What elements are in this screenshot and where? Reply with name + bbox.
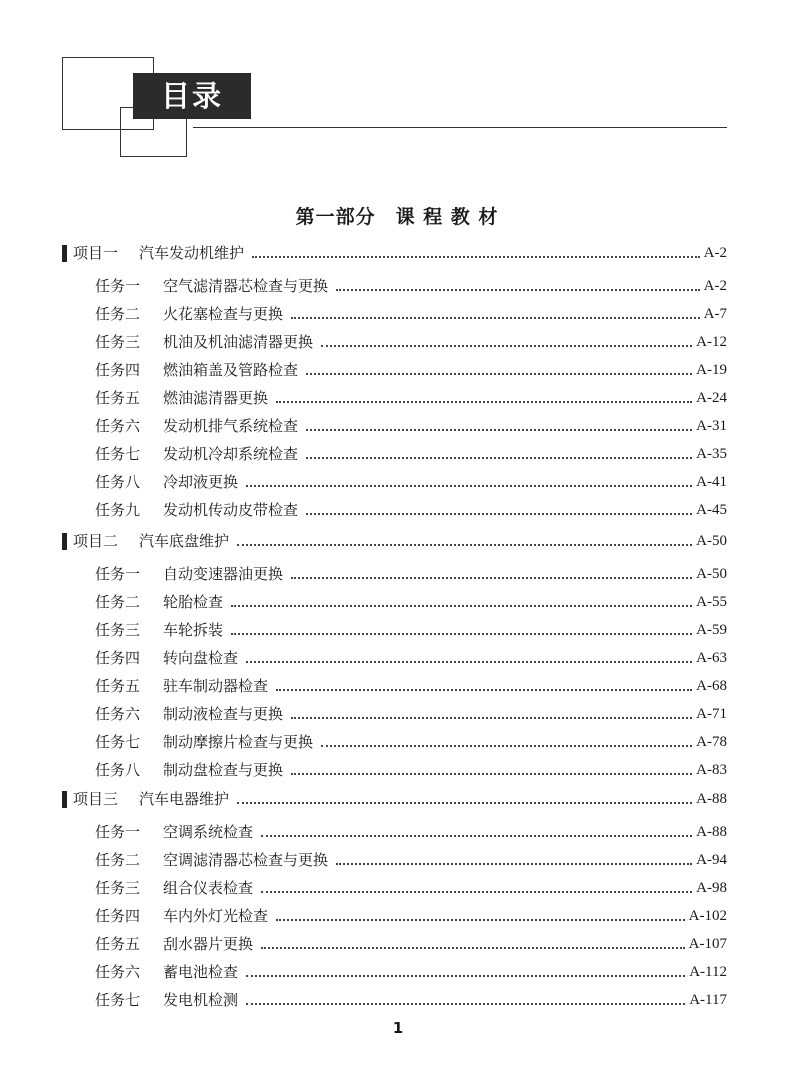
task-number: 任务一 [95, 823, 141, 841]
dot-leader [276, 399, 692, 403]
task-number: 任务六 [95, 417, 141, 435]
task-title: 空调系统检查 [163, 823, 254, 841]
dot-leader [246, 1001, 685, 1005]
project-marker-bar [62, 245, 67, 262]
toc-task-row[interactable] [95, 758, 727, 782]
task-number: 任务一 [95, 277, 141, 295]
task-page: A-117 [689, 992, 727, 1008]
project-page: A-88 [696, 791, 727, 807]
task-page: A-31 [696, 418, 727, 434]
toc-task-row[interactable] [95, 988, 727, 1012]
toc-task-row[interactable] [95, 876, 727, 900]
project-marker-bar [62, 533, 67, 550]
dot-leader [291, 575, 692, 579]
task-number: 任务三 [95, 333, 141, 351]
toc-project-row[interactable] [62, 787, 727, 811]
task-title: 车轮拆装 [163, 621, 224, 639]
task-title: 蓄电池检查 [163, 963, 239, 981]
task-page: A-24 [696, 390, 727, 406]
toc-task-row[interactable] [95, 302, 727, 326]
project-title: 汽车底盘维护 [139, 532, 230, 550]
toc-task-row[interactable] [95, 358, 727, 382]
task-title: 轮胎检查 [163, 593, 224, 611]
task-page: A-78 [696, 734, 727, 750]
dot-leader [291, 771, 692, 775]
toc-project-row[interactable] [62, 241, 727, 265]
toc-task-row[interactable] [95, 274, 727, 298]
dot-leader [291, 315, 700, 319]
task-title: 组合仪表检查 [163, 879, 254, 897]
task-page: A-98 [696, 880, 727, 896]
dot-leader [261, 889, 692, 893]
dot-leader [231, 603, 692, 607]
toc-task-row[interactable] [95, 442, 727, 466]
project-marker-bar [62, 791, 67, 808]
toc-task-row[interactable] [95, 848, 727, 872]
task-title: 空气滤清器芯检查与更换 [163, 277, 329, 295]
task-title: 制动液检查与更换 [163, 705, 284, 723]
task-page: A-112 [689, 964, 727, 980]
title-rule [193, 127, 727, 128]
dot-leader [306, 511, 692, 515]
task-title: 冷却液更换 [163, 473, 239, 491]
task-number: 任务六 [95, 963, 141, 981]
task-title: 制动摩擦片检查与更换 [163, 733, 314, 751]
task-number: 任务七 [95, 445, 141, 463]
dot-leader [276, 687, 692, 691]
task-page: A-59 [696, 622, 727, 638]
part-heading: 第一部分 课 程 教 材 [295, 206, 499, 228]
toc-project-row[interactable] [62, 529, 727, 553]
dot-leader [321, 343, 692, 347]
page-number: 1 [392, 1019, 404, 1037]
task-number: 任务八 [95, 761, 141, 779]
task-number: 任务五 [95, 389, 141, 407]
task-title: 发动机传动皮带检查 [163, 501, 299, 519]
dot-leader [306, 455, 692, 459]
toc-task-row[interactable] [95, 702, 727, 726]
task-title: 发电机检测 [163, 991, 239, 1009]
task-title: 驻车制动器检查 [163, 677, 269, 695]
task-title: 燃油滤清器更换 [163, 389, 269, 407]
task-page: A-102 [688, 908, 727, 924]
task-page: A-2 [703, 278, 727, 294]
dot-leader [276, 917, 685, 921]
dot-leader [336, 861, 692, 865]
task-page: A-45 [696, 502, 727, 518]
task-number: 任务八 [95, 473, 141, 491]
dot-leader [306, 371, 692, 375]
task-number: 任务七 [95, 991, 141, 1009]
task-page: A-94 [696, 852, 727, 868]
task-page: A-68 [696, 678, 727, 694]
task-number: 任务一 [95, 565, 141, 583]
toc-task-row[interactable] [95, 590, 727, 614]
project-title: 汽车发动机维护 [139, 244, 245, 262]
toc-task-row[interactable] [95, 330, 727, 354]
task-title: 制动盘检查与更换 [163, 761, 284, 779]
toc-task-row[interactable] [95, 386, 727, 410]
task-page: A-83 [696, 762, 727, 778]
toc-task-row[interactable] [95, 932, 727, 956]
task-number: 任务六 [95, 705, 141, 723]
task-title: 火花塞检查与更换 [163, 305, 284, 323]
task-page: A-12 [696, 334, 727, 350]
task-number: 任务二 [95, 851, 141, 869]
task-title: 机油及机油滤清器更换 [163, 333, 314, 351]
task-number: 任务四 [95, 361, 141, 379]
project-number: 项目二 [73, 532, 119, 550]
task-title: 发动机排气系统检查 [163, 417, 299, 435]
task-title: 转向盘检查 [163, 649, 239, 667]
task-page: A-35 [696, 446, 727, 462]
dot-leader [336, 287, 700, 291]
task-number: 任务三 [95, 621, 141, 639]
task-title: 自动变速器油更换 [163, 565, 284, 583]
page-title: 目录 [133, 73, 251, 119]
dot-leader [261, 833, 692, 837]
task-number: 任务三 [95, 879, 141, 897]
dot-leader [261, 945, 685, 949]
toc-task-row[interactable] [95, 414, 727, 438]
dot-leader [231, 631, 692, 635]
task-title: 刮水器片更换 [163, 935, 254, 953]
toc-task-row[interactable] [95, 820, 727, 844]
project-number: 项目一 [73, 244, 119, 262]
dot-leader [291, 715, 692, 719]
toc-task-row[interactable] [95, 646, 727, 670]
task-number: 任务五 [95, 677, 141, 695]
dot-leader [246, 973, 685, 977]
toc-task-row[interactable] [95, 470, 727, 494]
task-page: A-55 [696, 594, 727, 610]
dot-leader [306, 427, 692, 431]
task-number: 任务二 [95, 305, 141, 323]
project-title: 汽车电器维护 [139, 790, 230, 808]
toc-task-row[interactable] [95, 730, 727, 754]
task-page: A-71 [696, 706, 727, 722]
task-title: 车内外灯光检查 [163, 907, 269, 925]
toc-task-row[interactable] [95, 562, 727, 586]
dot-leader [246, 659, 692, 663]
dot-leader [321, 743, 692, 747]
dot-leader [237, 800, 692, 804]
project-page: A-50 [696, 533, 727, 549]
toc-task-row[interactable] [95, 498, 727, 522]
dot-leader [252, 254, 700, 258]
dot-leader [246, 483, 692, 487]
task-page: A-107 [688, 936, 727, 952]
toc-task-row[interactable] [95, 674, 727, 698]
toc-task-row[interactable] [95, 960, 727, 984]
task-number: 任务七 [95, 733, 141, 751]
task-title: 发动机冷却系统检查 [163, 445, 299, 463]
task-page: A-7 [703, 306, 727, 322]
task-number: 任务二 [95, 593, 141, 611]
task-page: A-88 [696, 824, 727, 840]
task-number: 任务四 [95, 649, 141, 667]
project-page: A-2 [703, 245, 727, 261]
task-page: A-63 [696, 650, 727, 666]
task-number: 任务九 [95, 501, 141, 519]
dot-leader [237, 542, 692, 546]
task-page: A-50 [696, 566, 727, 582]
task-title: 燃油箱盖及管路检查 [163, 361, 299, 379]
task-page: A-41 [696, 474, 727, 490]
toc-task-row[interactable] [95, 618, 727, 642]
task-title: 空调滤清器芯检查与更换 [163, 851, 329, 869]
task-number: 任务四 [95, 907, 141, 925]
toc-task-row[interactable] [95, 904, 727, 928]
task-number: 任务五 [95, 935, 141, 953]
task-page: A-19 [696, 362, 727, 378]
project-number: 项目三 [73, 790, 119, 808]
